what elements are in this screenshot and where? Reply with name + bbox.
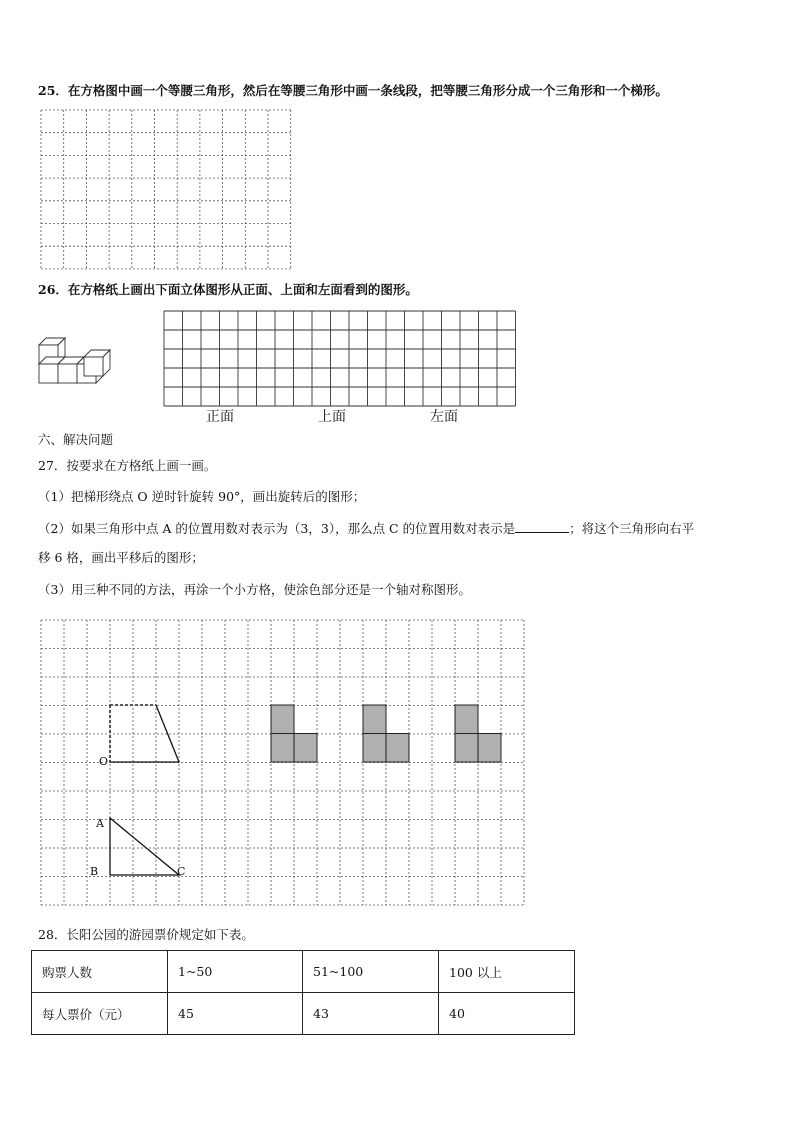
table-cell: 1~50 xyxy=(168,951,303,993)
point-label-b: B xyxy=(90,865,99,878)
question-27-part3: （3）用三种不同的方法，再涂一个小方格，使涂色部分还是一个轴对称图形。 xyxy=(38,582,471,597)
shaded-square xyxy=(455,734,478,763)
shapes-q27 xyxy=(110,705,501,875)
view-label-front: 正面 xyxy=(206,409,234,425)
point-label-a: A xyxy=(96,817,104,830)
point-label-o: O xyxy=(99,755,109,768)
shaded-square xyxy=(363,705,386,734)
table-cell: 43 xyxy=(303,993,439,1035)
question-27-part1: （1）把梯形绕点 O 逆时针旋转 90°，画出旋转后的图形； xyxy=(38,489,366,504)
table-cell: 每人票价（元） xyxy=(32,993,168,1035)
question-28-text: 28．长阳公园的游园票价规定如下表。 xyxy=(38,927,254,942)
question-26-text: 26．在方格纸上画出下面立体图形从正面、上面和左面看到的图形。 xyxy=(38,282,418,297)
cube-front-face xyxy=(58,364,77,383)
question-27-part2-line2: 移 6 格，画出平移后的图形； xyxy=(38,550,204,565)
cube-figure xyxy=(39,338,110,383)
point-label-c: C xyxy=(177,865,186,878)
table-cell: 45 xyxy=(168,993,303,1035)
table-cell: 购票人数 xyxy=(32,951,168,993)
view-label-left: 左面 xyxy=(430,409,458,425)
trapezoid xyxy=(110,705,179,762)
shaded-square xyxy=(271,705,294,734)
table-cell: 40 xyxy=(439,993,575,1035)
grid-q25 xyxy=(41,110,291,269)
cube-front-face xyxy=(84,357,103,376)
part2-text-a: （2）如果三角形中点 A 的位置用数对表示为（3，3），那么点 C 的位置用数对表示是 xyxy=(38,521,516,536)
triangle-abc xyxy=(110,818,179,875)
shaded-square xyxy=(386,734,409,763)
shaded-square xyxy=(455,705,478,734)
shaded-square xyxy=(294,734,317,763)
grid-q26 xyxy=(164,311,516,406)
shaded-square xyxy=(478,734,501,763)
question-27-text: 27．按要求在方格纸上画一画。 xyxy=(38,458,217,473)
view-label-top: 上面 xyxy=(318,409,346,425)
table-cell: 100 以上 xyxy=(439,951,575,993)
part2-text-b: ；将这个三角形向右平 xyxy=(569,521,695,536)
section-title: 六、解决问题 xyxy=(38,432,114,447)
shaded-square xyxy=(363,734,386,763)
question-25-text: 25．在方格图中画一个等腰三角形，然后在等腰三角形中画一条线段，把等腰三角形分成一个三角形和一个梯形。 xyxy=(38,83,668,98)
shaded-square xyxy=(271,734,294,763)
table-cell: 51~100 xyxy=(303,951,439,993)
cube-front-face xyxy=(39,364,58,383)
